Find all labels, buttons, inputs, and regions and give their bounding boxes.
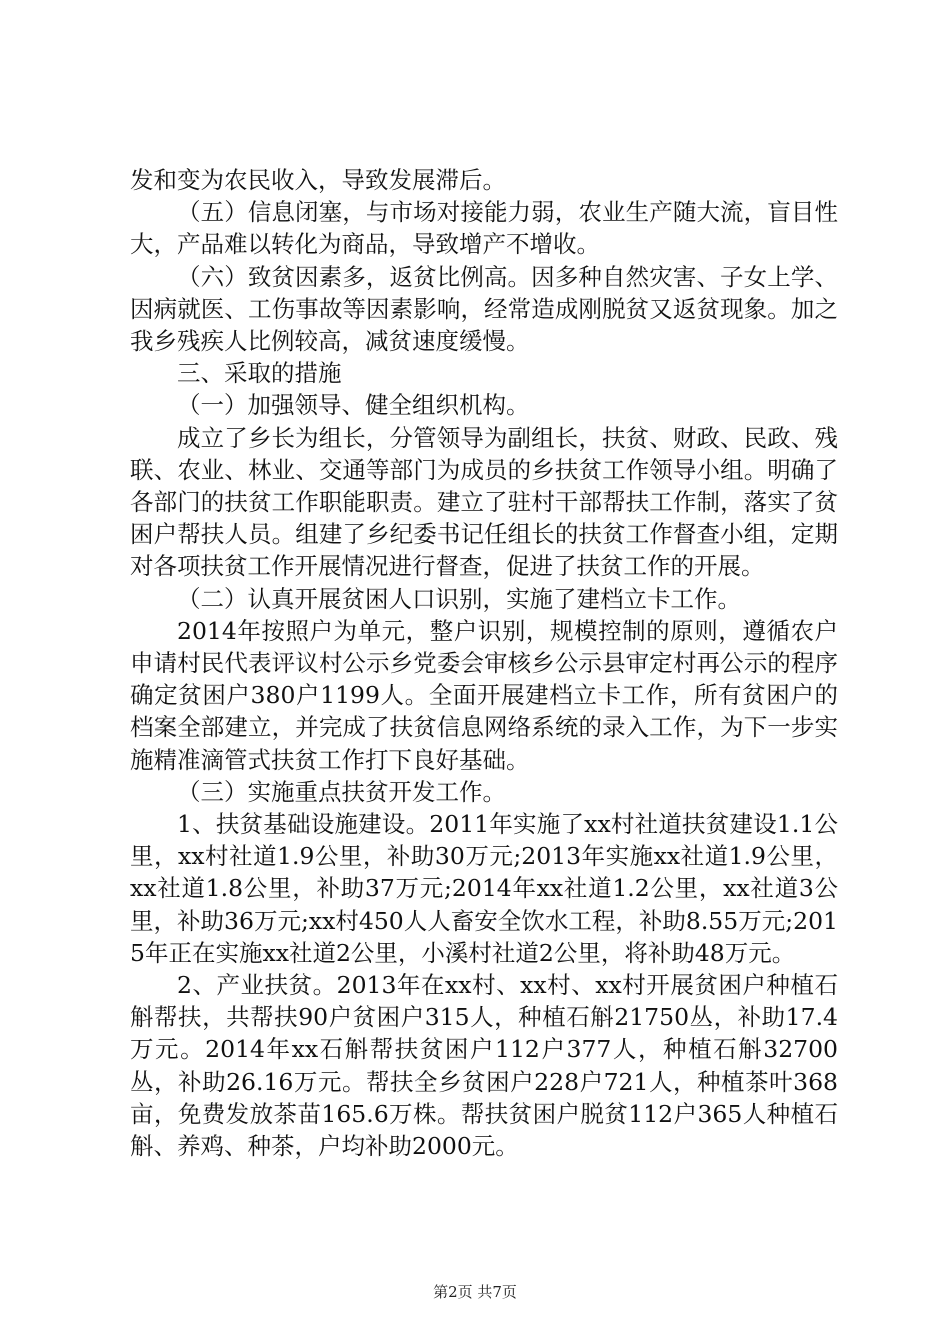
paragraph-10: 1、扶贫基础设施建设。2011年实施了xx村社道扶贫建设1.1公里，xx村社道1.9公里，补助30万元;2013年实施xx社道1.9公里，xx社道1.8公里，补助37万元;2014年xx社道1.2公里，xx社道3公里，补助36万元;xx村450人人畜安全饮水工程，补助8.55万元;2015年正在实施xx社道2公里，小溪村社道2公里，将补助48万元。	[130, 810, 838, 967]
paragraph-3: （六）致贫因素多，返贫比例高。因多种自然灾害、子女上学、因病就医、工伤事故等因素影响，经常造成刚脱贫又返贫现象。加之我乡残疾人比例较高，减贫速度缓慢。	[130, 262, 838, 356]
subsection-heading-1: （一）加强领导、健全组织机构。	[177, 391, 530, 420]
page-footer: 第2页 共7页	[433, 1283, 517, 1301]
section-heading: 三、采取的措施	[177, 359, 342, 388]
paragraph-2: （五）信息闭塞，与市场对接能力弱，农业生产随大流，盲目性大，产品难以转化为商品，导致增产不增收。	[130, 198, 838, 259]
subsection-heading-3: （三）实施重点扶贫开发工作。	[177, 777, 506, 806]
paragraph-1: 发和变为农民收入，导致发展滞后。	[130, 166, 506, 194]
paragraph-6: 成立了乡长为组长，分管领导为副组长，扶贫、财政、民政、残联、农业、林业、交通等部门为成员的乡扶贫工作领导小组。明确了各部门的扶贫工作职能职责。建立了驻村干部帮扶工作制，落实了贫困户帮扶人员。组建了乡纪委书记任组长的扶贫工作督查小组，定期对各项扶贫工作开展情况进行督查，促进了扶贫工作的开展。	[130, 423, 838, 581]
subsection-heading-2: （二）认真开展贫困人口识别，实施了建档立卡工作。	[177, 584, 741, 613]
paragraph-11: 2、产业扶贫。2013年在xx村、xx村、xx村开展贫困户种植石斛帮扶，共帮扶90户贫困户315人，种植石斛21750丛，补助17.4万元。2014年xx石斛帮扶贫困户112户377人，种植石斛32700丛，补助26.16万元。帮扶全乡贫困户228户721人，种植茶叶368亩，免费发放茶苗165.6万株。帮扶贫困户脱贫112户365人种植石斛、养鸡、种茶，户均补助2000元。	[130, 971, 838, 1161]
paragraph-8: 2014年按照户为单元，整户识别，规模控制的原则，遵循农户申请村民代表评议村公示乡党委会审核乡公示县审定村再公示的程序确定贫困户380户1199人。全面开展建档立卡工作，所有贫困户的档案全部建立，并完成了扶贫信息网络系统的录入工作，为下一步实施精准滴管式扶贫工作打下良好基础。	[130, 616, 838, 774]
document-body	[130, 164, 838, 1162]
